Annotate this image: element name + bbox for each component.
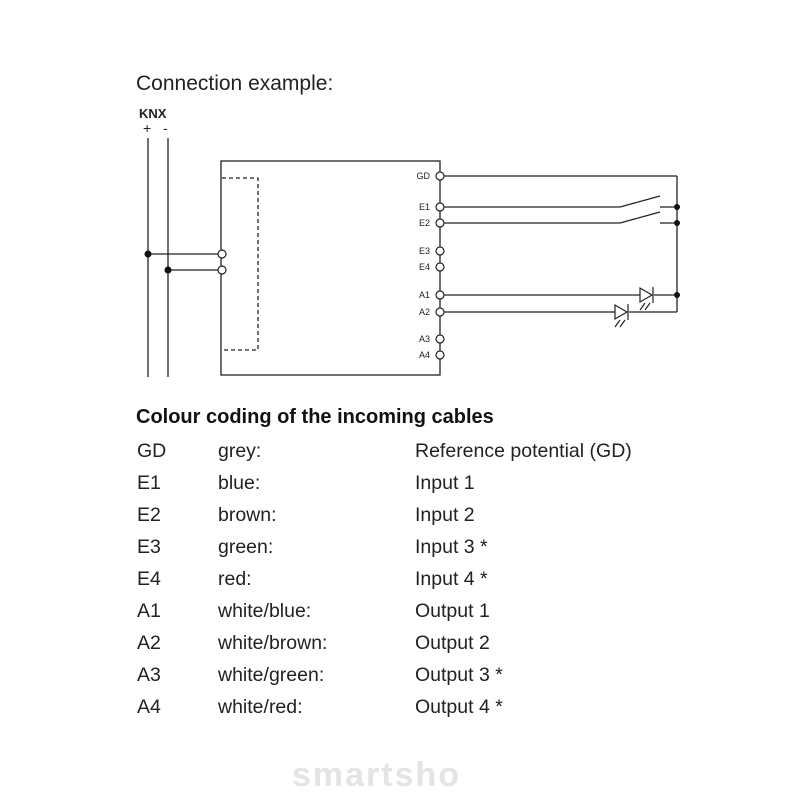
cable-code: A1 (137, 600, 161, 622)
cable-colour: white/green: (218, 664, 325, 686)
terminal-label-e2: E2 (418, 218, 430, 228)
cable-colour: red: (218, 568, 252, 590)
cable-colour: white/brown: (218, 632, 328, 654)
terminal-e3 (436, 247, 444, 255)
cable-code: E1 (137, 472, 161, 494)
cable-colour: white/blue: (218, 600, 312, 622)
cable-code: GD (137, 440, 167, 462)
cable-description: Input 2 (415, 504, 475, 526)
cable-description: Output 2 (415, 632, 490, 654)
knx-minus-label: - (163, 120, 168, 136)
cable-colour: white/red: (218, 696, 303, 718)
cable-code: E3 (137, 536, 161, 558)
terminal-label-a1: A1 (418, 290, 430, 300)
cable-code: A4 (137, 696, 161, 718)
cable-description: Input 4 * (415, 568, 488, 590)
watermark-text: smartsho (292, 756, 462, 794)
cable-code: E2 (137, 504, 161, 526)
terminal-a3 (436, 335, 444, 343)
cable-description: Output 1 (415, 600, 490, 622)
terminal-label-gd: GD (416, 171, 430, 181)
colour-coding-title: Colour coding of the incoming cables (136, 406, 494, 428)
cable-description: Output 3 * (415, 664, 503, 686)
junction-dot (674, 292, 680, 298)
terminal-a4 (436, 351, 444, 359)
cable-colour: blue: (218, 472, 261, 494)
junction-dot (674, 204, 680, 210)
cable-description: Input 1 (415, 472, 475, 494)
terminal-a2 (436, 308, 444, 316)
terminal-e4 (436, 263, 444, 271)
terminal-label-e1: E1 (418, 202, 430, 212)
junction-dot (145, 251, 152, 258)
e2-switch-contact (620, 212, 660, 223)
terminal-e2 (436, 219, 444, 227)
bus-coupler-dashed (222, 178, 258, 350)
e1-switch-contact (620, 196, 660, 207)
terminal-e1 (436, 203, 444, 211)
junction-dot (165, 267, 172, 274)
module-box (221, 161, 440, 375)
cable-colour: grey: (218, 440, 262, 462)
cable-description: Input 3 * (415, 536, 488, 558)
cable-colour: green: (218, 536, 274, 558)
terminal-label-a3: A3 (418, 334, 430, 344)
cable-colour: brown: (218, 504, 277, 526)
terminal-label-e3: E3 (418, 246, 430, 256)
cable-code: A2 (137, 632, 161, 654)
cable-description: Output 4 * (415, 696, 503, 718)
cable-description: Reference potential (GD) (415, 440, 632, 462)
terminal-label-a4: A4 (418, 350, 430, 360)
bus-terminal (218, 266, 226, 274)
cable-code: E4 (137, 568, 161, 590)
bus-terminal (218, 250, 226, 258)
knx-plus-label: + (143, 120, 152, 136)
terminal-gd (436, 172, 444, 180)
led-2-icon (615, 304, 628, 327)
diagram-heading: Connection example: (136, 72, 334, 95)
cable-code: A3 (137, 664, 161, 686)
knx-bus-label: KNX (139, 106, 167, 121)
terminal-label-a2: A2 (418, 307, 430, 317)
junction-dot (674, 220, 680, 226)
terminal-a1 (436, 291, 444, 299)
terminal-label-e4: E4 (418, 262, 430, 272)
led-1-icon (640, 287, 653, 310)
